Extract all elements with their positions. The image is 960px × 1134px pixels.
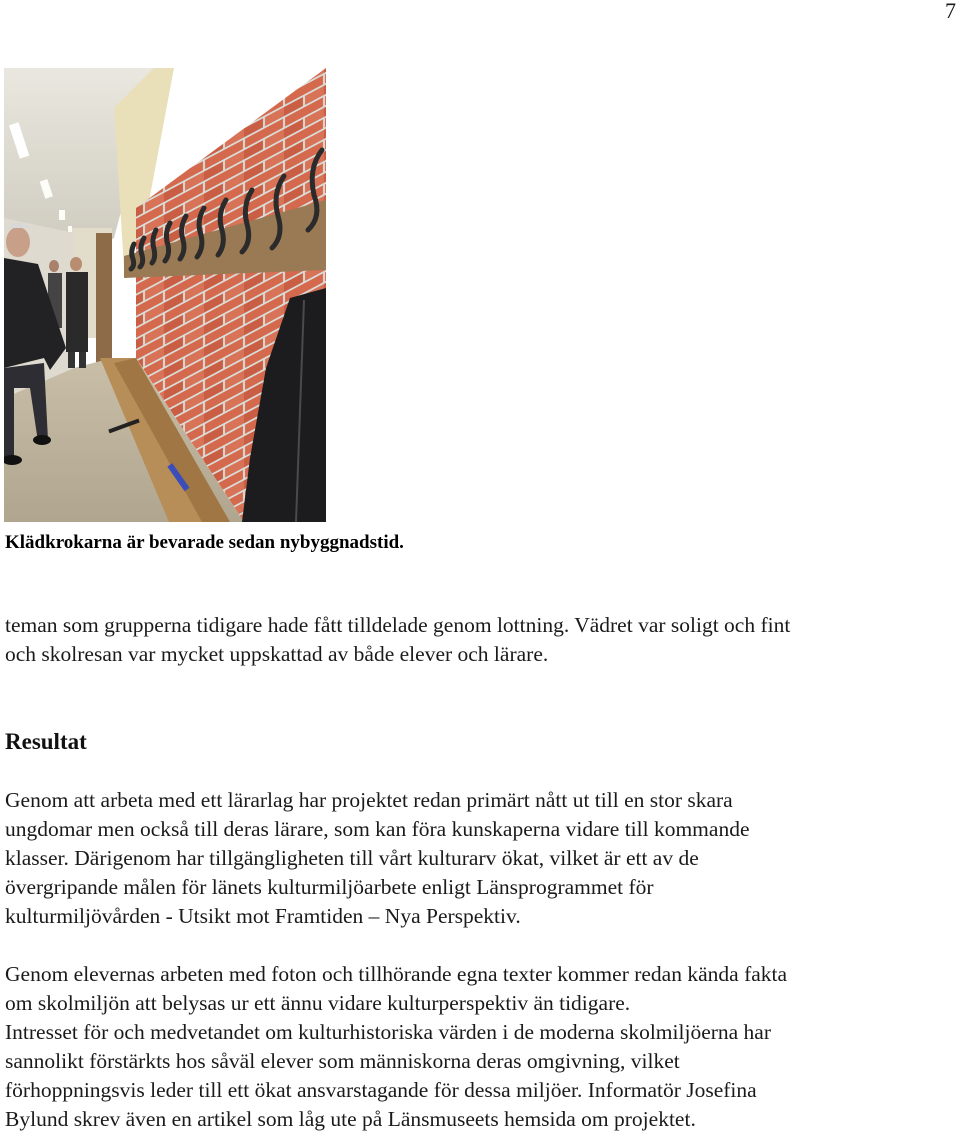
text-line: sannolikt förstärkts hos såväl elever som människorna deras omgivning, vilket xyxy=(5,1049,680,1073)
result-paragraph-2 xyxy=(5,960,787,1134)
text-line: förhoppningsvis leder till ett ökat ansvarstagande för dessa miljöer. Informatör Josefina xyxy=(5,1078,757,1102)
text-line: Genom elevernas arbeten med foton och tillhörande egna texter kommer redan kända fakta xyxy=(5,962,788,986)
page-number: 7 xyxy=(945,0,956,23)
text-line: övergripande målen för länets kulturmiljöarbete enligt Länsprogrammet för xyxy=(5,875,654,899)
result-paragraph-1 xyxy=(5,786,750,931)
text-line: teman som grupperna tidigare hade fått tilldelade genom lottning. Vädret var soligt och fint xyxy=(5,613,791,637)
figure-caption: Klädkrokarna är bevarade sedan nybyggnadstid. xyxy=(5,532,404,553)
text-line: och skolresan var mycket uppskattad av både elever och lärare. xyxy=(5,642,549,666)
intro-paragraph xyxy=(5,611,790,669)
text-line: Genom att arbeta med ett lärarlag har projektet redan primärt nått ut till en stor skara xyxy=(5,788,733,812)
text-line: Bylund skrev även en artikel som låg ute på Länsmuseets hemsida om projektet. xyxy=(5,1107,696,1131)
text-line: kulturmiljövården - Utsikt mot Framtiden – Nya Perspektiv. xyxy=(5,904,521,928)
text-line: om skolmiljön att belysas ur ett ännu vidare kulturperspektiv än tidigare. xyxy=(5,991,631,1015)
text-line: klasser. Därigenom har tillgängligheten till vårt kulturarv ökat, vilket är ett av de xyxy=(5,846,699,870)
corridor-photo xyxy=(4,68,326,522)
text-line: Intresset för och medvetandet om kulturhistoriska värden i de moderna skolmiljöerna har xyxy=(5,1020,772,1044)
text-line: ungdomar men också till deras lärare, som kan föra kunskaperna vidare till kommande xyxy=(5,817,750,841)
section-heading: Resultat xyxy=(5,729,87,754)
